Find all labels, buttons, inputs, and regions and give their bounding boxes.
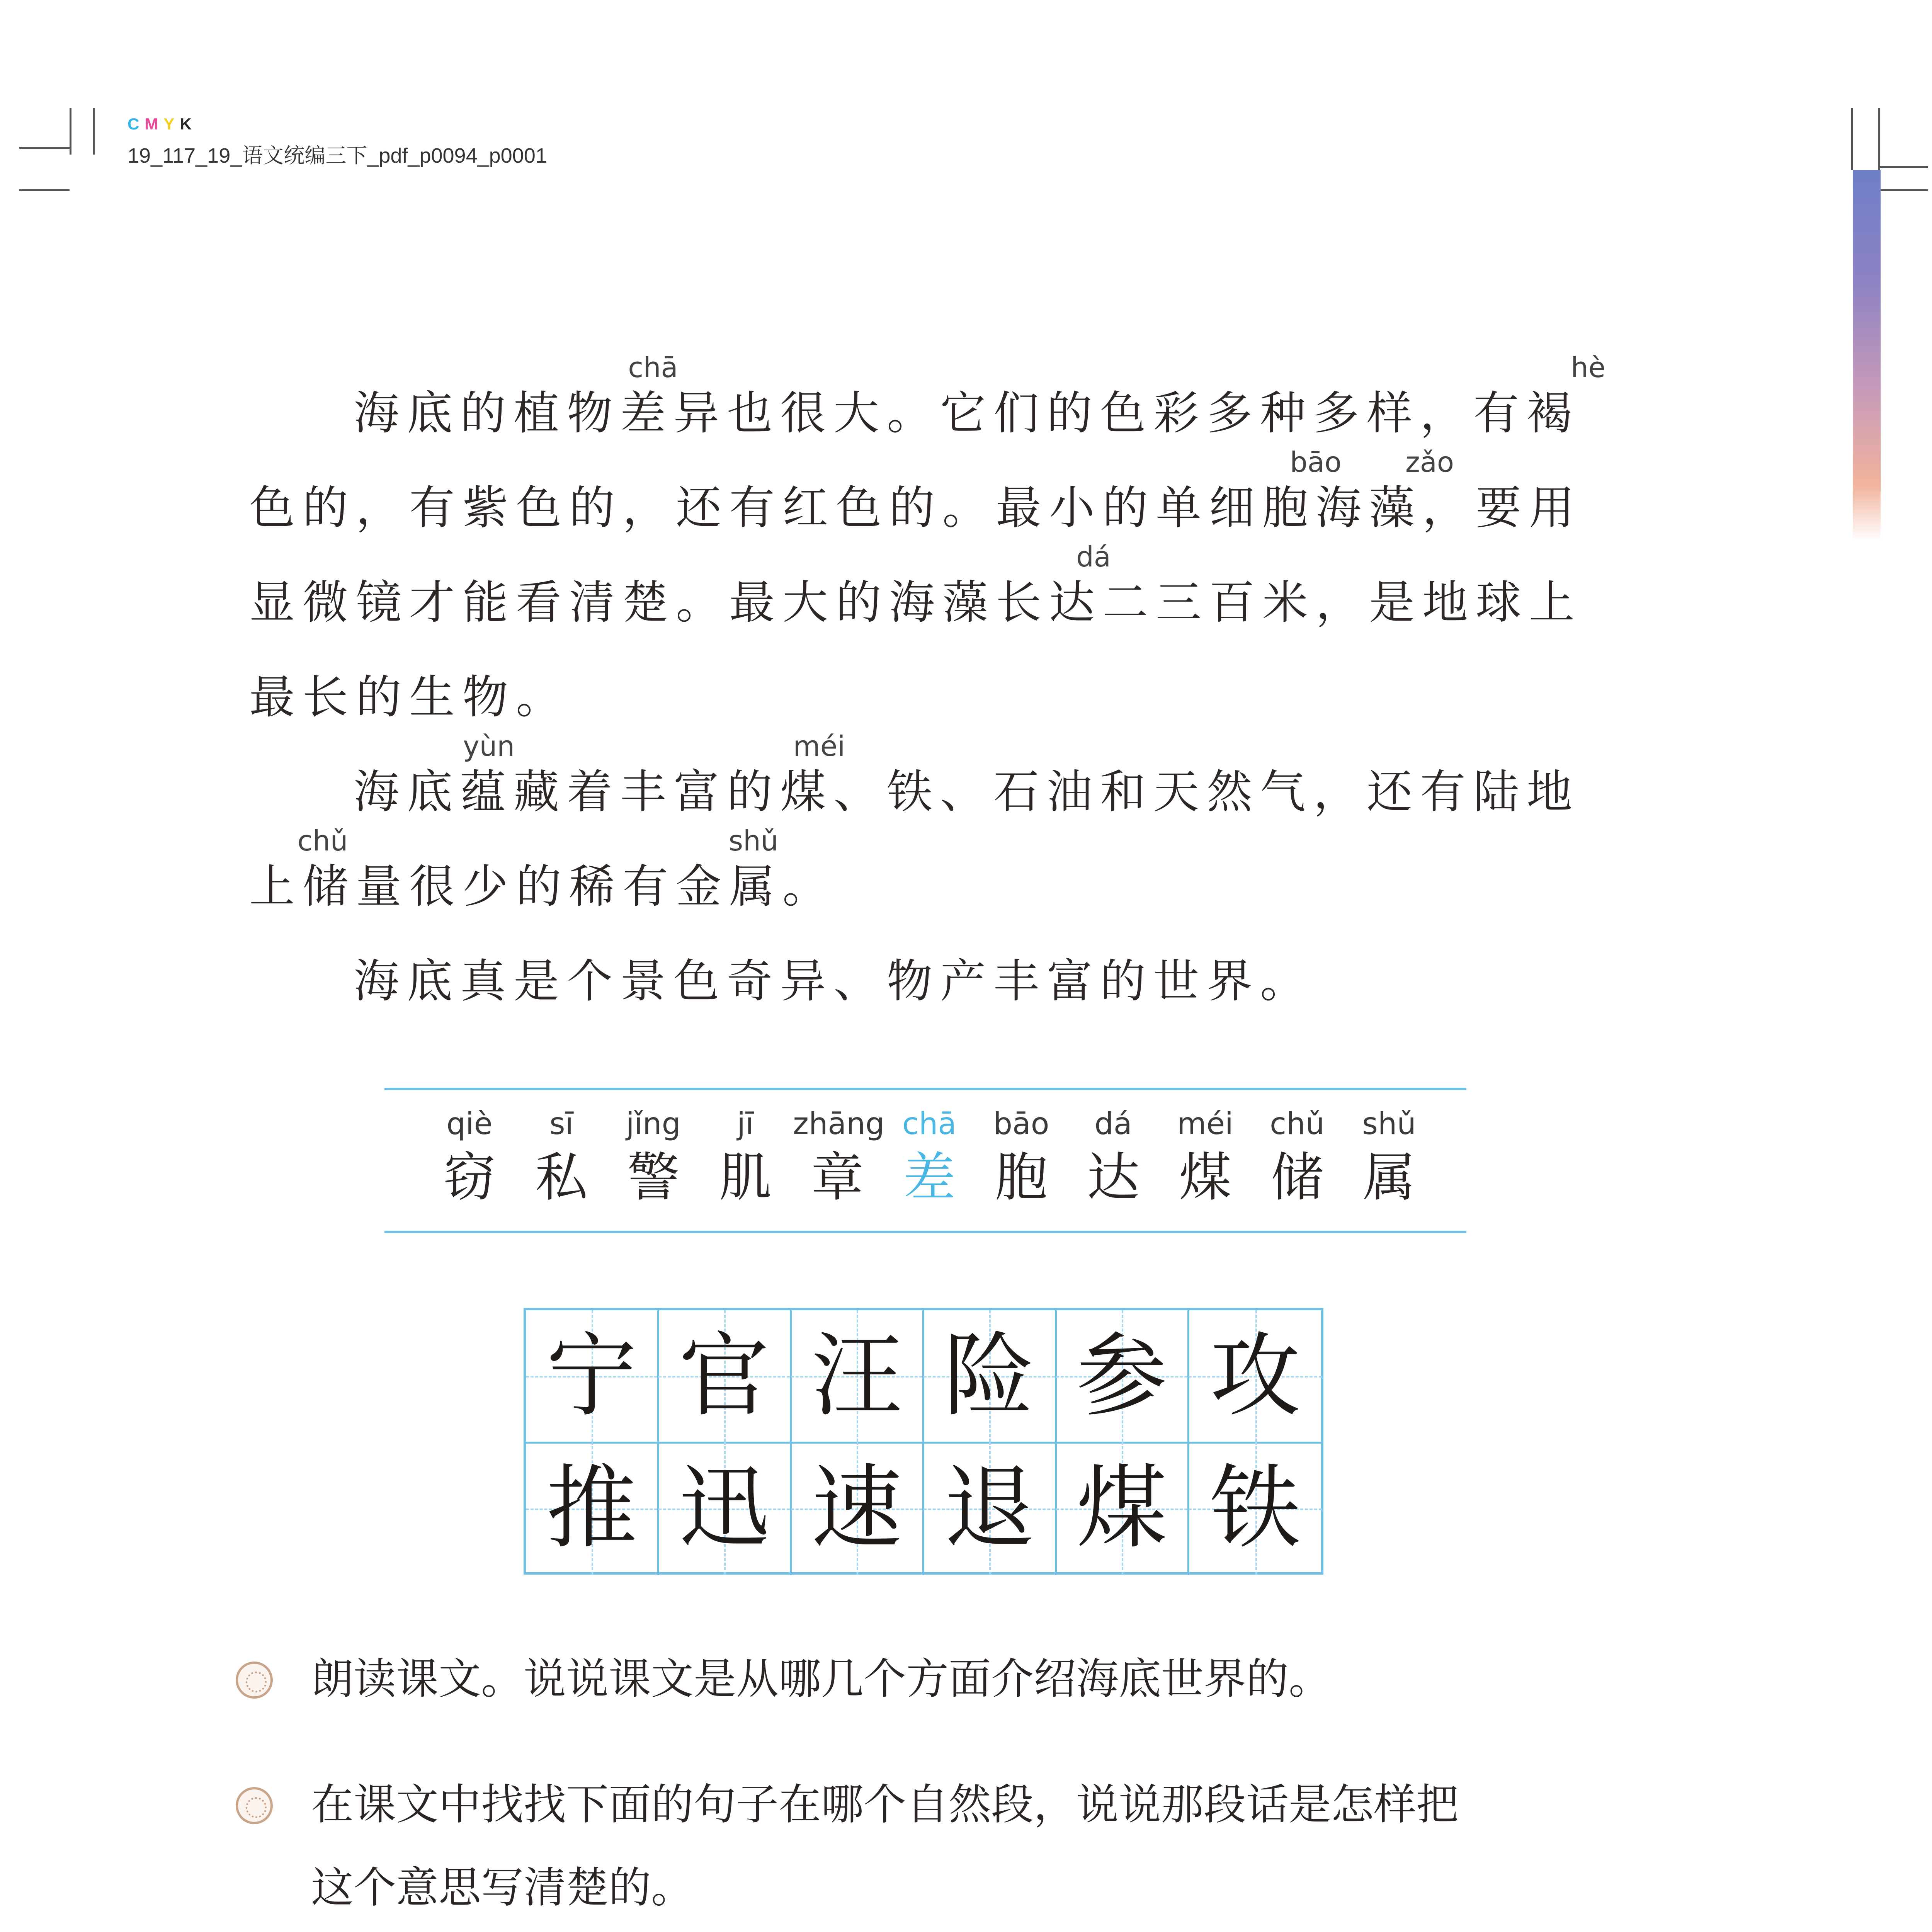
vocab-item [1253,1107,1342,1208]
exercise-2-text: 在课文中找找下面的句子在哪个自然段，说说那段话是怎样把 [311,1780,1459,1829]
vocab-pinyin: qiè [446,1107,493,1141]
grid-character: 迅 [679,1456,770,1561]
vocab-pinyin: chǔ [1270,1107,1325,1141]
grid-cell [1056,1442,1189,1575]
paragraph-line: 海底蕴藏着丰富的煤、铁、石油和天然气，还有陆地 [354,765,1580,818]
color-strip-top [1853,170,1881,541]
crop-mark [1878,108,1880,170]
pinyin-annotation: hè [1571,351,1605,384]
crop-mark [1851,108,1853,170]
vocab-character: 煤 [1179,1147,1231,1208]
grid-character: 速 [811,1456,902,1561]
vocab-character: 警 [627,1147,680,1208]
paragraph-line: 最长的生物。 [249,670,570,724]
crop-mark [19,189,70,191]
crop-mark [19,147,70,149]
vocab-character: 肌 [719,1147,772,1208]
pinyin-annotation: bāo [1290,446,1342,478]
vocab-item [1161,1107,1250,1208]
vocab-pinyin: méi [1177,1107,1233,1141]
vocab-item [701,1107,790,1208]
grid-cell [658,1310,792,1444]
grid-character: 官 [679,1323,770,1429]
cmyk-k: K [180,115,197,133]
crop-mark [93,108,95,155]
vocab-item [977,1107,1066,1208]
shell-badge-icon [236,1662,273,1699]
vocab-pinyin: jī [737,1107,754,1141]
crop-mark [1878,166,1928,168]
exercise-1-text: 朗读课文。说说课文是从哪几个方面介绍海底世界的。 [311,1654,1331,1704]
vocab-item [885,1107,974,1208]
pinyin-annotation: zǎo [1405,446,1454,478]
grid-cell [526,1442,659,1575]
grid-cell [791,1310,924,1444]
pinyin-annotation: shǔ [728,825,779,857]
vocab-character: 章 [811,1147,864,1208]
pinyin-annotation: yùn [463,730,515,762]
vocab-pinyin: bāo [993,1107,1049,1141]
paragraph-line: 色的，有紫色的，还有红色的。最小的单细胞海藻，要用 [249,481,1583,534]
vocab-item [1345,1107,1434,1208]
grid-cell [923,1310,1057,1444]
grid-cell [1189,1442,1322,1575]
grid-character: 攻 [1210,1323,1301,1429]
crop-mark [1878,189,1928,191]
grid-character: 宁 [546,1323,637,1429]
vocab-item [609,1107,698,1208]
grid-character: 煤 [1076,1456,1167,1561]
grid-cell [1189,1310,1322,1444]
grid-cell [526,1310,659,1444]
vocab-rule-bottom [384,1231,1466,1233]
cmyk-mark [128,116,197,132]
vocab-pinyin: zhāng [793,1107,885,1141]
grid-character: 汪 [811,1323,902,1429]
grid-cell [791,1442,924,1575]
vocab-character: 储 [1271,1147,1323,1208]
vocab-item [793,1107,885,1208]
pinyin-annotation: méi [793,730,845,762]
vocab-item [517,1107,606,1208]
vocab-item [1069,1107,1158,1208]
vocab-character: 达 [1087,1147,1139,1208]
grid-character: 推 [546,1456,637,1561]
vocab-pinyin: shǔ [1362,1107,1416,1141]
grid-character: 参 [1076,1323,1167,1429]
vocab-pinyin: sī [549,1107,574,1141]
crop-mark [70,108,71,155]
vocab-pinyin: jǐng [626,1107,681,1141]
grid-cell [923,1442,1057,1575]
vocab-character: 属 [1363,1147,1415,1208]
vocab-character: 窃 [443,1147,496,1208]
pinyin-annotation: chǔ [297,825,348,857]
cmyk-y: Y [163,115,180,133]
grid-cell [1056,1310,1189,1444]
writing-grid [524,1308,1323,1575]
vocab-rule-top [384,1088,1466,1090]
pinyin-annotation: dá [1076,541,1111,573]
paragraph-line: 海底的植物差异也很大。它们的色彩多种多样，有褐 [354,386,1580,440]
vocab-character: 私 [535,1147,588,1208]
cmyk-c: C [128,115,145,133]
grid-cell [658,1442,792,1575]
vocab-character: 差 [903,1147,956,1208]
grid-character: 险 [944,1323,1035,1429]
print-file-id: 19_117_19_语文统编三下_pdf_p0094_p0001 [128,144,547,167]
exercise-2-text: 这个意思写清楚的。 [311,1863,694,1912]
cmyk-m: M [145,115,164,133]
shell-badge-icon [236,1787,273,1824]
vocab-pinyin: dá [1094,1107,1132,1141]
paragraph-line: 上储量很少的稀有金属。 [249,860,836,913]
paragraph-line: 显微镜才能看清楚。最大的海藻长达二三百米，是地球上 [249,576,1583,629]
grid-character: 铁 [1210,1456,1301,1561]
paragraph-line: 海底真是个景色奇异、物产丰富的世界。 [354,954,1314,1008]
vocab-pinyin: chā [902,1107,957,1141]
grid-character: 退 [944,1456,1035,1561]
vocab-character: 胞 [995,1147,1048,1208]
vocab-item [425,1107,514,1208]
pinyin-annotation: chā [628,351,678,384]
